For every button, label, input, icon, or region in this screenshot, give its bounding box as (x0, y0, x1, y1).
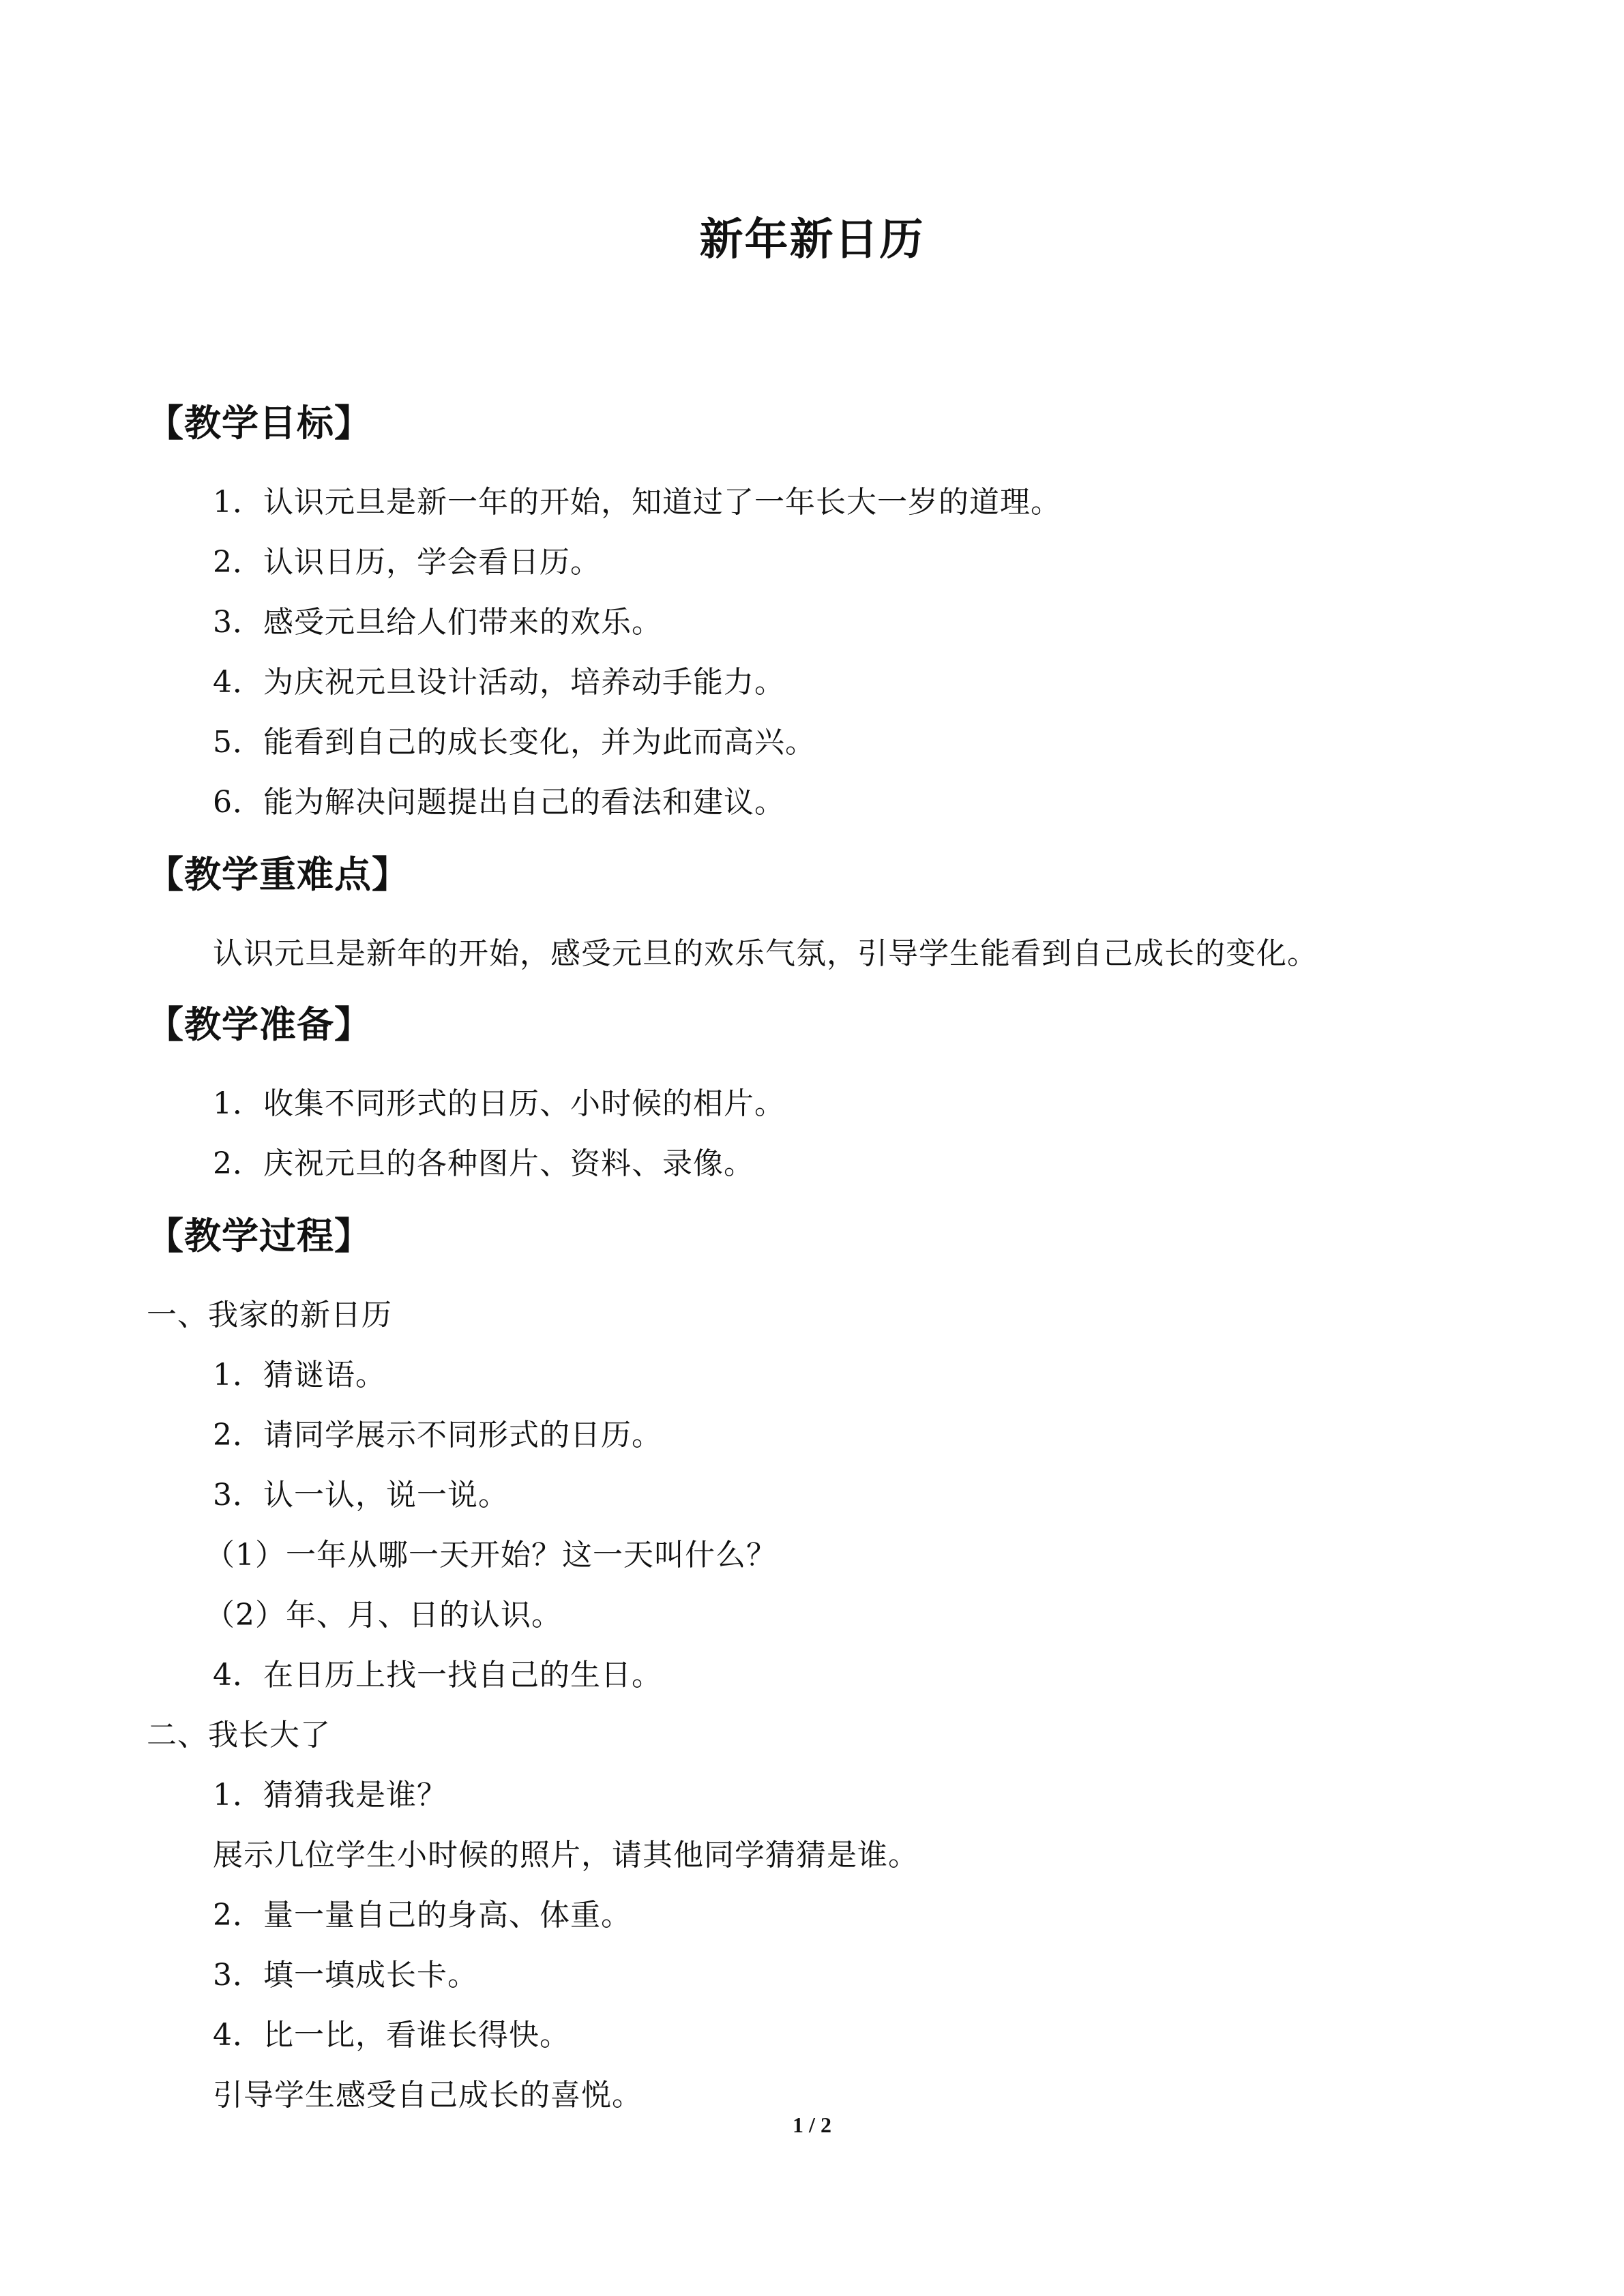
section-heading-goals: 【教学目标】 (147, 401, 372, 445)
process-item: 1．猜猜我是谁？ (213, 1778, 447, 1813)
process-item: 4．在日历上找一找自己的生日。 (213, 1658, 662, 1693)
process-item: 1．猜谜语。 (213, 1358, 386, 1392)
goal-item: 1．认识元旦是新一年的开始，知道过了一年长大一岁的道理。 (213, 485, 1061, 520)
process-part2-title: 二、我长大了 (147, 1718, 331, 1753)
process-subitem: （1）一年从哪一天开始？这一天叫什么？ (205, 1538, 777, 1572)
preparation-item: 2．庆祝元旦的各种图片、资料、录像。 (213, 1146, 754, 1181)
process-subitem: （2）年、月、日的认识。 (205, 1598, 562, 1632)
process-item: 2．请同学展示不同形式的日历。 (213, 1418, 662, 1452)
process-item: 4．比一比，看谁长得快。 (213, 2018, 570, 2053)
goal-item: 5．能看到自己的成长变化，并为此而高兴。 (213, 725, 816, 760)
process-item: 3．认一认，说一说。 (213, 1478, 509, 1512)
key-points-text: 认识元旦是新年的开始，感受元旦的欢乐气氛，引导学生能看到自己成长的变化。 (213, 936, 1318, 971)
section-heading-process: 【教学过程】 (147, 1214, 372, 1257)
goal-item: 3．感受元旦给人们带来的欢乐。 (213, 605, 662, 640)
process-part1-title: 一、我家的新日历 (147, 1298, 392, 1332)
preparation-item: 1．收集不同形式的日历、小时候的相片。 (213, 1086, 785, 1121)
process-item: 3．填一填成长卡。 (213, 1958, 478, 1993)
goal-item: 4．为庆祝元旦设计活动，培养动手能力。 (213, 665, 785, 700)
section-heading-key-points: 【教学重难点】 (147, 852, 409, 896)
process-item: 展示几位学生小时候的照片，请其他同学猜猜是谁。 (213, 1838, 919, 1873)
goal-item: 2．认识日历，学会看日历。 (213, 545, 601, 580)
section-heading-preparation: 【教学准备】 (147, 1002, 372, 1046)
goal-item: 6．能为解决问题提出自己的看法和建议。 (213, 785, 785, 820)
page-title: 新年新日历 (699, 214, 925, 265)
page-number: 1 / 2 (793, 2113, 831, 2137)
process-item: 2．量一量自己的身高、体重。 (213, 1898, 632, 1933)
process-item: 引导学生感受自己成长的喜悦。 (213, 2078, 643, 2113)
